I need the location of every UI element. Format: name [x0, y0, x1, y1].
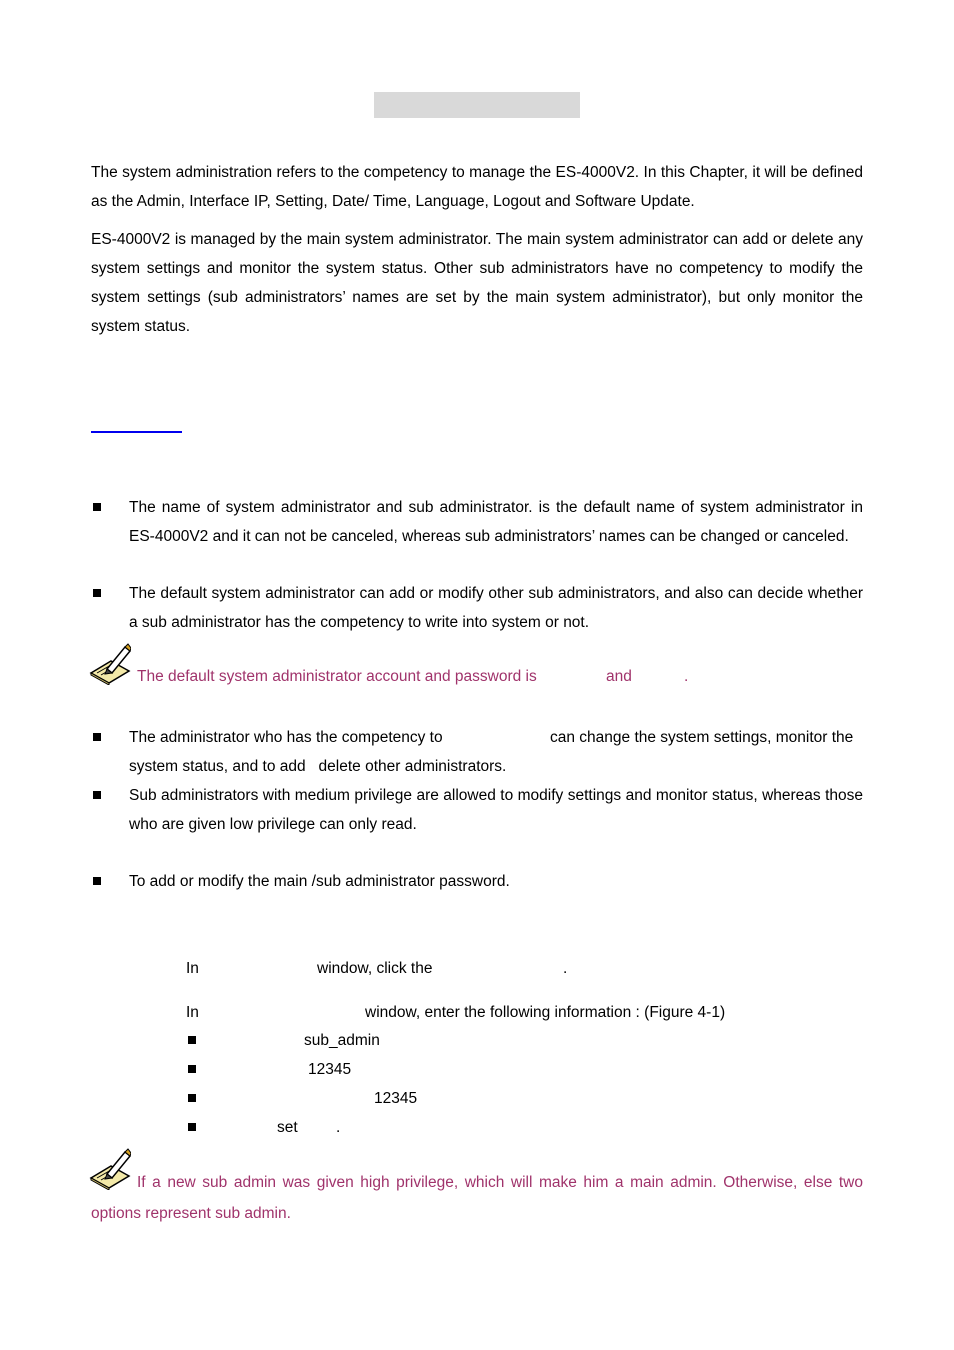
note-default-account-end: .	[684, 668, 689, 685]
step1-in: In	[186, 960, 199, 977]
intro-paragraph-2: ES-4000V2 is managed by the main system administrator. The main system administrator can add or delete any system settings and monitor the system status. Other sub administrators have no competency to modify the system settings (sub administrators’ names are set by the main system administrator), but only monitor the system status.	[91, 231, 863, 335]
field-password-value: 12345	[308, 1061, 352, 1078]
bullet-icon	[93, 733, 101, 741]
bullet-icon	[188, 1123, 196, 1131]
note-default-account-prefix: The default system administrator account and password is	[137, 668, 537, 685]
field-privilege-set: set	[277, 1119, 298, 1136]
bullet-icon	[93, 503, 101, 511]
bullet-admin-names: The name of system administrator and sub administrator. is the default name of system administrator in ES-4000V2 and it can not be canceled, whereas sub administrators’ names can be changed or canceled.	[129, 499, 863, 545]
chapter-title-highlight	[374, 92, 580, 118]
field-account-value: sub_admin	[304, 1032, 380, 1049]
bullet-icon	[93, 589, 101, 597]
field-privilege-end: .	[336, 1119, 341, 1136]
note-default-account-and: and	[606, 668, 632, 685]
note-pencil-icon	[89, 643, 131, 685]
step2-window-enter: window, enter the following information : (Figure 4-1)	[365, 1004, 726, 1021]
section-heading-underline	[91, 431, 182, 433]
bullet-default-admin: The default system administrator can add or modify other sub administrators, and also can decide whether a sub administrator has the competency to write into system or not.	[129, 585, 863, 631]
step1-end: .	[563, 960, 568, 977]
note-high-privilege: If a new sub admin was given high privilege, which will make him a main admin. Otherwise, else two options represent sub admin.	[91, 1174, 863, 1222]
bullet-icon	[93, 791, 101, 799]
intro-paragraph-1: The system administration refers to the competency to manage the ES-4000V2. In this Chapter, it will be defined as the Admin, Interface IP, Setting, Date/ Time, Language, Logout and Software Update.	[91, 164, 863, 210]
bullet-password: To add or modify the main /sub administrator password.	[129, 873, 510, 890]
bullet-icon	[93, 877, 101, 885]
bullet-icon	[188, 1094, 196, 1102]
step1-window-click: window, click the	[317, 960, 433, 977]
field-confirm-password-value: 12345	[374, 1090, 418, 1107]
bullet-write-competency-line2: system status, and to add delete other administrators.	[129, 758, 507, 775]
bullet-write-competency-end: can change the system settings, monitor the	[550, 729, 854, 746]
bullet-privilege-levels: Sub administrators with medium privilege are allowed to modify settings and monitor status, whereas those who are given low privilege can only read.	[129, 787, 863, 833]
bullet-icon	[188, 1036, 196, 1044]
bullet-icon	[188, 1065, 196, 1073]
bullet-write-competency-start: The administrator who has the competency to	[129, 729, 443, 746]
step2-in: In	[186, 1004, 199, 1021]
